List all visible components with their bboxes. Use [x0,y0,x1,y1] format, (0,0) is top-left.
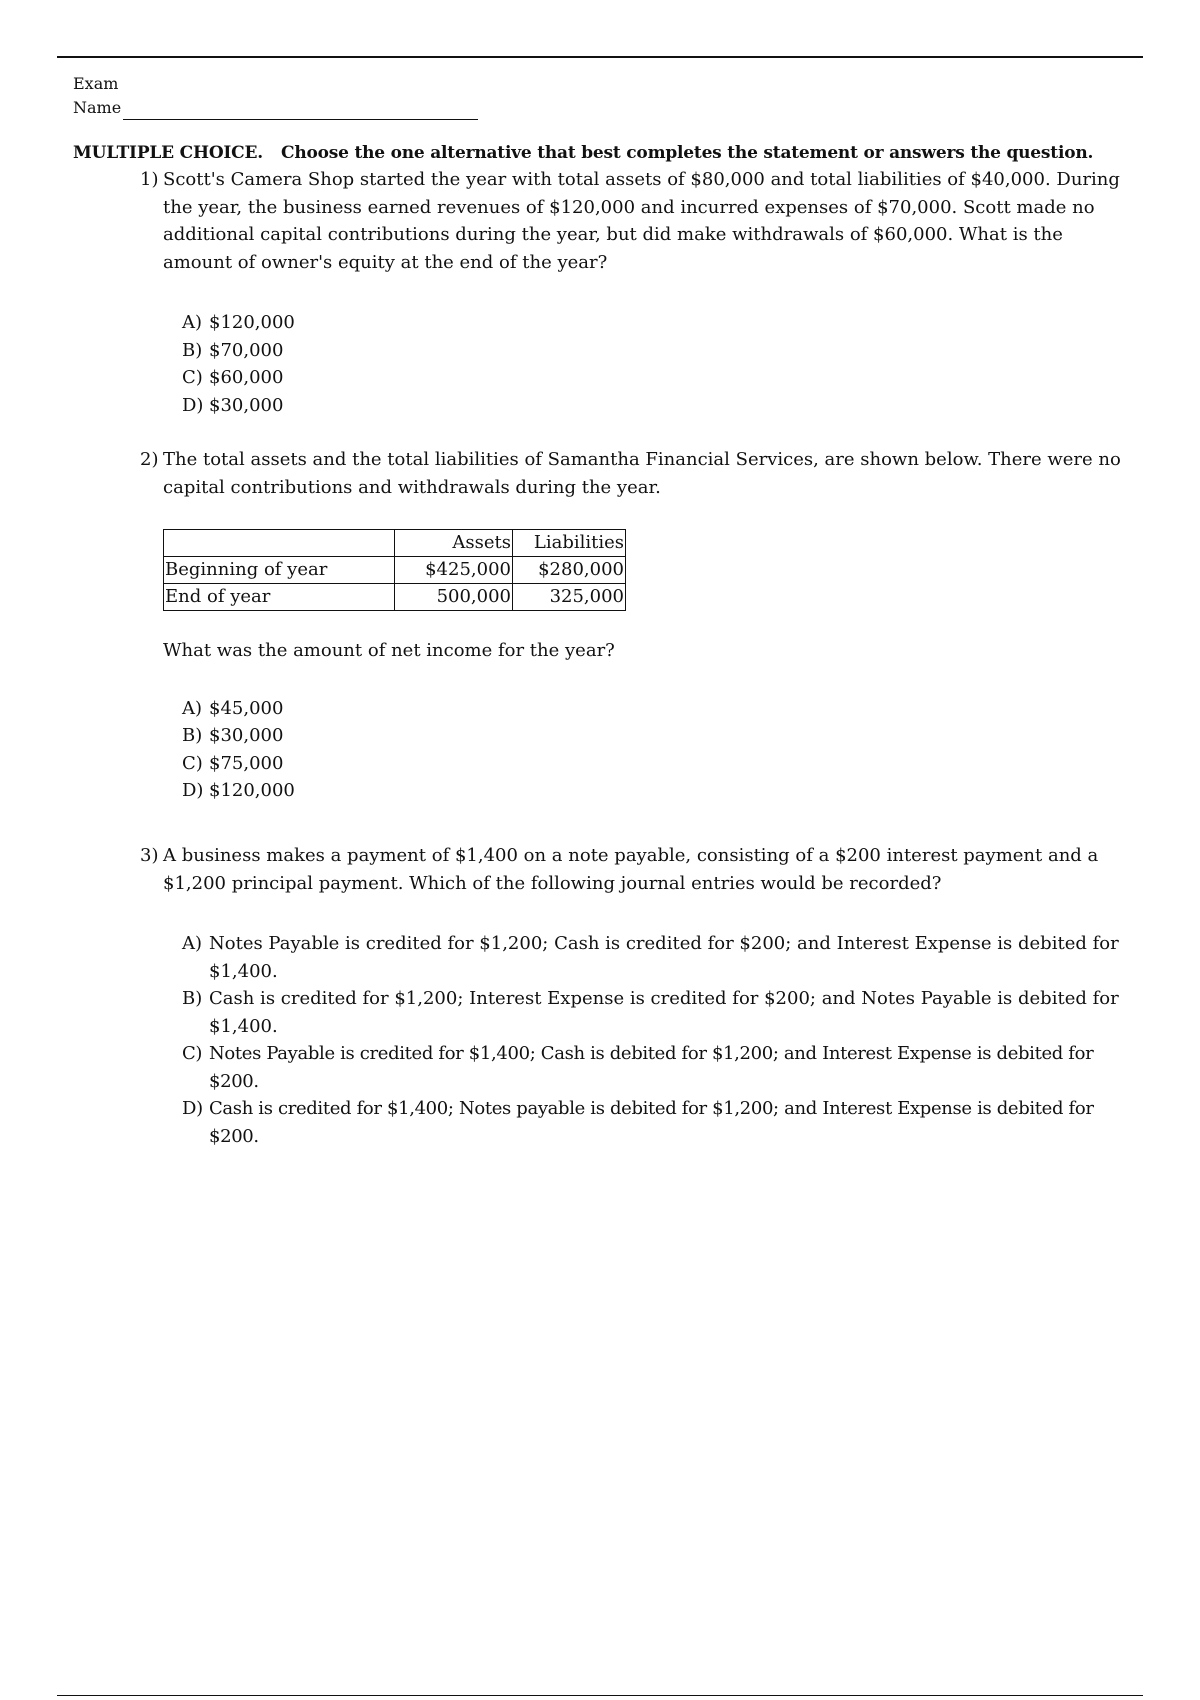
question-text [140,446,1130,501]
option-d[interactable] [182,777,1130,805]
question-body: A business makes a payment of $1,400 on a note payable, consisting of a $200 interest payment and a $1,200 principal payment. Which of the following journal entries would be recorded? [163,845,1099,894]
option-c[interactable] [182,1040,1136,1095]
option-b[interactable] [182,722,1130,750]
option-b[interactable] [182,337,1130,365]
table-cell: Beginning of year [164,557,395,584]
question-number: 1) [140,169,159,190]
option-text: Cash is credited for $1,400; Notes payable is debited for $1,200; and Interest Expense is debited for $200. [209,1098,1094,1147]
option-a[interactable] [182,695,1130,723]
table-row [164,584,626,611]
table-cell: 500,000 [395,584,513,611]
table-header-cell: Assets [395,530,513,557]
question-1 [140,166,1130,419]
option-text: Notes Payable is credited for $1,200; Cash is credited for $200; and Interest Expense is debited for $1,400. [209,933,1119,982]
option-letter: C) [182,367,203,388]
table-cell: $280,000 [513,557,626,584]
exam-title: Exam [73,74,119,93]
option-text: Cash is credited for $1,200; Interest Expense is credited for $200; and Notes Payable is debited for $1,400. [209,988,1119,1037]
option-d[interactable] [182,1095,1136,1150]
option-b[interactable] [182,985,1136,1040]
option-text: $60,000 [209,367,284,388]
option-c[interactable] [182,364,1130,392]
option-c[interactable] [182,750,1130,778]
name-field-line[interactable] [123,102,478,120]
section-title: MULTIPLE CHOICE. [73,143,263,163]
option-letter: A) [182,933,203,954]
option-d[interactable] [182,392,1130,420]
instructions [73,143,1093,163]
option-letter: D) [182,1098,203,1119]
instructions-text: Choose the one alternative that best completes the statement or answers the question. [280,143,1094,163]
question-number: 2) [140,449,159,470]
option-text: $30,000 [209,394,284,416]
option-letter: C) [182,752,203,774]
table-cell: End of year [164,584,395,611]
option-letter: A) [182,697,203,719]
table-cell: 325,000 [513,584,626,611]
answer-options [182,930,1136,1150]
option-letter: C) [182,1043,203,1064]
question-2 [140,446,1130,805]
option-letter: B) [182,725,203,746]
question-body: Scott's Camera Shop started the year with total assets of $80,000 and total liabilities of $40,000. During the year, the business earned revenues of $120,000 and incurred expenses of $70,000. Scott made no additional capital contributions during the year, but did make withdrawals of $60,000. What is the amount of owner's equity at the end of the year? [163,169,1120,273]
bottom-rule [57,1695,1143,1696]
option-text: $120,000 [209,312,295,333]
answer-options [182,309,1130,419]
table-row [164,557,626,584]
question-text [140,166,1130,276]
top-rule [57,56,1143,58]
option-text: Notes Payable is credited for $1,400; Cash is debited for $1,200; and Interest Expense is debited for $200. [209,1043,1094,1092]
option-text: $70,000 [209,339,284,361]
question-number: 3) [140,845,159,866]
name-label: Name [73,98,122,117]
question-body: The total assets and the total liabilities of Samantha Financial Services, are shown below. There were no capital contributions and withdrawals during the year. [163,449,1121,498]
question-3 [140,842,1130,1150]
option-letter: D) [182,780,204,801]
option-letter: B) [182,339,203,361]
option-letter: B) [182,988,203,1009]
financial-table [163,529,626,611]
option-letter: A) [182,312,203,333]
table-cell: $425,000 [395,557,513,584]
table-header-cell: Liabilities [513,530,626,557]
exam-header [73,72,478,120]
table-header-cell [164,530,395,557]
option-letter: D) [182,394,204,416]
table-header-row [164,530,626,557]
option-text: $30,000 [209,725,284,746]
option-text: $75,000 [209,752,284,774]
option-a[interactable] [182,930,1136,985]
question-text [140,842,1130,897]
option-text: $120,000 [209,780,295,801]
answer-options [182,695,1130,805]
option-text: $45,000 [209,697,284,719]
name-row [73,96,478,120]
question-prompt: What was the amount of net income for the year? [163,640,615,661]
option-a[interactable] [182,309,1130,337]
